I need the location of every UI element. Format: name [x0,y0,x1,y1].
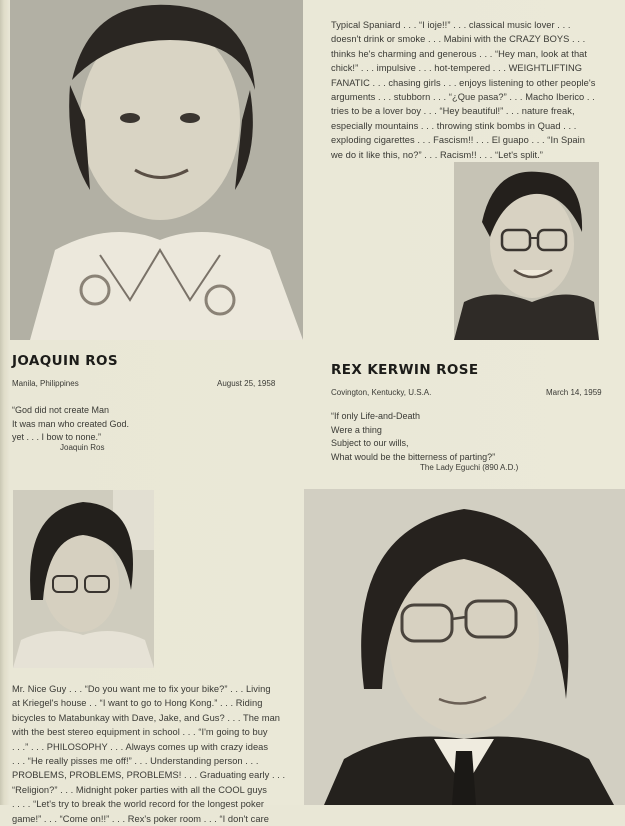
quote-line: Subject to our wills, [331,438,409,448]
bio-line: we do it like this, no?” . . . Racism!! . . . “Let's split.” [331,149,543,160]
bio-line: FANATIC . . . chasing girls . . . enjoys listening to other people's [331,77,596,88]
rex-quote-attribution: The Lady Eguchi (890 A.D.) [420,463,519,472]
bio-line: tries to be a lover boy . . . “Hey beautiful!” . . . nature freak, [331,106,575,117]
joaquin-name: JOAQUIN ROS [12,353,119,369]
rex-portrait-photo [454,162,599,340]
bio-line: thinks he's charming and generous . . . “Hey man, look at that [331,48,588,59]
quote-line: Were a thing [331,424,382,435]
bio-line: Typical Spaniard . . . “I ioje!!” . . . classical music lover . . . [331,20,571,30]
bio-line: . . . “He really pisses me off!” . . . Understanding person . . . [12,756,259,767]
bio-line: chick!” . . . impulsive . . . hot-tempered . . . WEIGHTLIFTING [331,63,583,74]
bio-line: PROBLEMS, PROBLEMS, PROBLEMS! . . . Graduating early . . . [12,770,286,781]
bio-line: Mr. Nice Guy . . . “Do you want me to fix your bike?” . . . Living [12,684,271,694]
rex-birthdate: March 14, 1959 [546,388,602,397]
bio-line: exploding cigarettes . . . Fascism!! . . . El guapo . . . “In Spain [331,135,585,146]
bio-line: with the best stereo equipment in school . . . “I'm going to buy [12,727,268,738]
bio-line: bicycles to Matabunkay with Dave, Jake, and Gus? . . . The man [12,712,281,723]
quote-line: yet . . . I bow to none.” [12,432,102,442]
quote-line: “God did not create Man [12,405,110,415]
joaquin-bio-text [331,18,621,162]
rex-quote [331,410,495,464]
rex-location: Covington, Kentucky, U.S.A. [331,388,432,397]
joaquin-portrait-photo [10,0,303,340]
joaquin-location: Manila, Philippines [12,379,79,388]
bio-line: . . . . “Let's try to break the world record for the longest poker [12,799,265,810]
bio-line: at Kriegel's house . . “I want to go to Hong Kong.” . . . Riding [12,698,263,709]
bio-line: arguments . . . stubborn . . . “¿Que pasa?” . . . Macho Iberico . . [331,92,595,103]
bio-line: . . .” . . . PHILOSOPHY . . . Always comes up with crazy ideas [12,741,269,752]
bio-line: game!” . . . “Come on!!” . . . Rex's poker room . . . “I don't care [12,813,269,824]
bio-line: doesn't drink or smoke . . . Mabini with the CRAZY BOYS . . . [331,34,586,45]
bottom-large-portrait-photo [304,489,625,805]
quote-line: It was man who created God. [12,418,130,429]
quote-line: “If only Life-and-Death [331,411,421,421]
quote-line: What would be the bitterness of parting?” [331,451,496,462]
joaquin-quote [12,404,129,445]
rex-bio-text [12,682,302,826]
joaquin-quote-attribution: Joaquin Ros [60,443,105,452]
bottom-small-portrait-photo [13,490,154,668]
rex-name: REX KERWIN ROSE [331,362,479,378]
bio-line: especially mountains . . . throwing stink bombs in Quad . . . [331,120,577,131]
bio-line: “Religion?” . . . Midnight poker parties with all the COOL guys [12,784,267,795]
joaquin-birthdate: August 25, 1958 [217,379,276,388]
